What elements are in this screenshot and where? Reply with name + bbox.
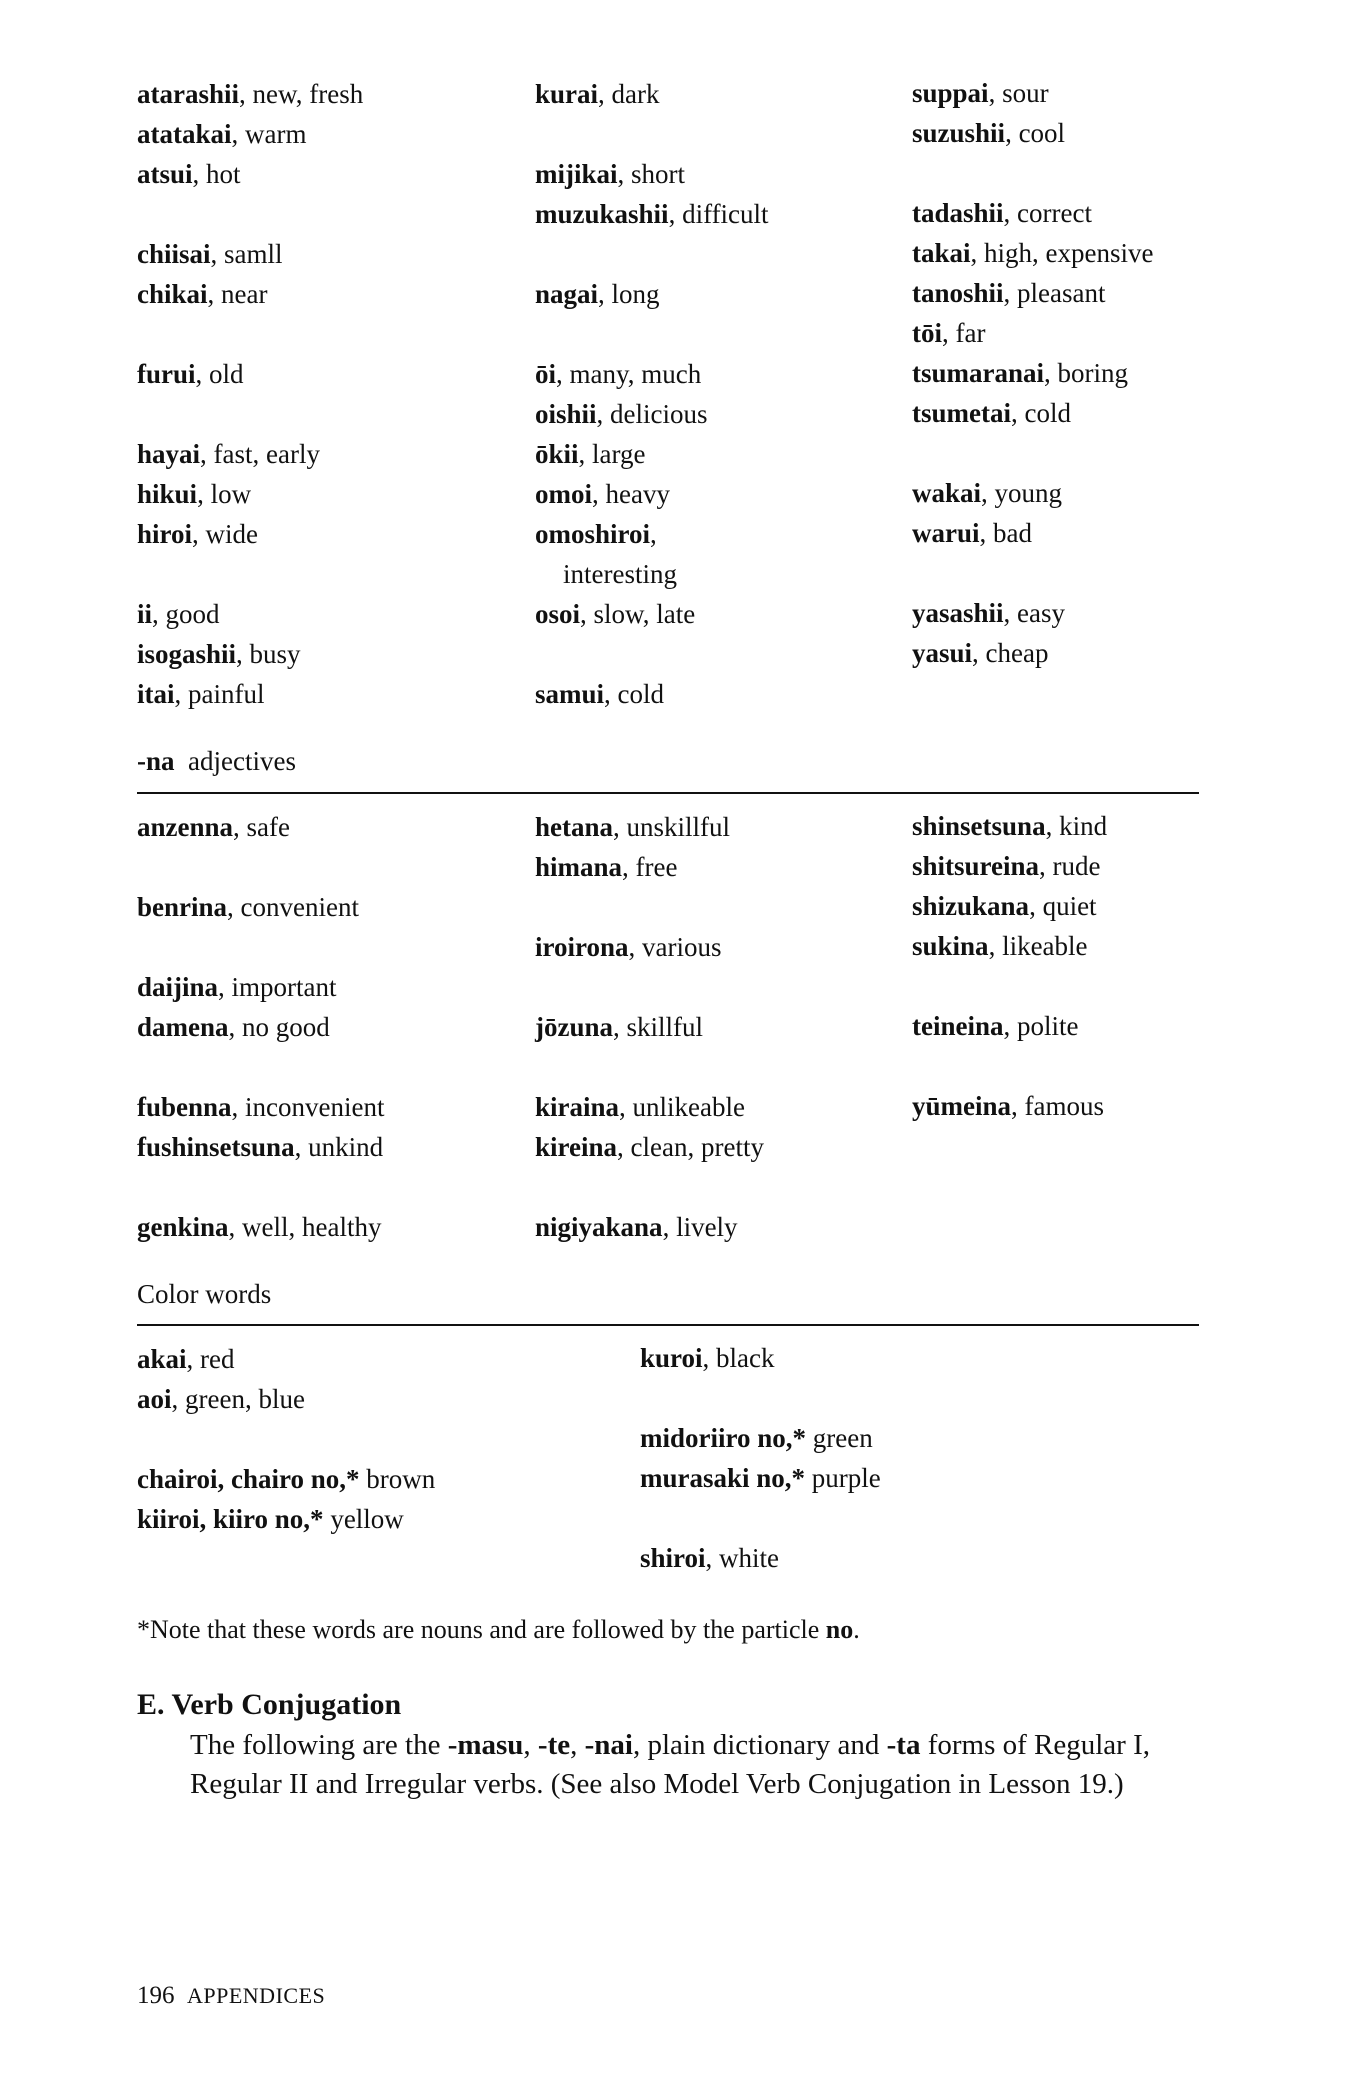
vocab-gloss: warm — [245, 119, 307, 149]
vocab-entry: fubenna, inconvenient — [137, 1092, 385, 1122]
vocab-gloss: black — [716, 1343, 775, 1373]
verb-form-suffix: -ta — [886, 1729, 921, 1761]
vocab-gloss: wide — [205, 519, 258, 549]
blank-line — [535, 314, 769, 354]
vocab-word: tōi — [912, 318, 942, 348]
vocab-entry: yūmeina, famous — [912, 1091, 1104, 1121]
vocab-gloss: unkind — [308, 1132, 384, 1162]
color-words-heading: Color words — [137, 1279, 272, 1309]
na-adjectives-col-1 — [137, 807, 385, 1247]
vocab-word: wakai — [912, 478, 982, 508]
vocab-word: takai — [912, 238, 971, 268]
vocab-gloss: fast, early — [213, 439, 320, 469]
vocab-entry: hiroi, wide — [137, 519, 258, 549]
vocab-word: murasaki no,* — [640, 1463, 806, 1493]
vocab-gloss: samll — [224, 239, 283, 269]
vocab-gloss: likeable — [1002, 931, 1088, 961]
vocab-gloss: well, healthy — [242, 1212, 382, 1242]
vocab-word: kuroi — [640, 1343, 703, 1373]
vocab-gloss: dark — [611, 79, 660, 109]
vocab-gloss: skillful — [626, 1012, 704, 1042]
vocab-word: furui — [137, 359, 196, 389]
vocab-entry: tadashii, correct — [912, 198, 1092, 228]
section-title: E. Verb Conjugation — [137, 1688, 402, 1721]
vocab-gloss: free — [635, 852, 678, 882]
vocab-gloss: high, expensive — [984, 238, 1154, 268]
blank-line — [137, 314, 363, 354]
verb-form-suffix: -te — [537, 1729, 571, 1761]
vocab-gloss: yellow — [330, 1504, 404, 1534]
blank-line — [137, 194, 363, 234]
vocab-gloss: kind — [1059, 811, 1108, 841]
vocab-word: aoi — [137, 1384, 172, 1414]
vocab-gloss: slow, late — [593, 599, 696, 629]
vocab-word: kiraina — [535, 1092, 620, 1122]
vocab-entry: isogashii, busy — [137, 639, 301, 669]
vocab-gloss: green, blue — [185, 1384, 305, 1414]
vocab-entry: tsumetai, cold — [912, 398, 1071, 428]
vocab-word: oishii — [535, 399, 597, 429]
vocab-gloss: safe — [246, 812, 290, 842]
blank-line — [535, 1047, 764, 1087]
vocab-gloss: white — [719, 1543, 780, 1573]
vocab-gloss: busy — [249, 639, 301, 669]
vocab-gloss: correct — [1017, 198, 1092, 228]
vocab-entry: chiisai, samll — [137, 239, 283, 269]
section-text: forms of Regular I, Regular II and Irregular verbs. (See also Model Verb Conjugation in Lesson 19.) — [190, 1729, 1150, 1800]
vocab-word: itai — [137, 679, 175, 709]
vocab-gloss: purple — [811, 1463, 881, 1493]
vocab-word: muzukashii — [535, 199, 669, 229]
vocab-entry: tōi, far — [912, 318, 986, 348]
vocab-entry: oishii, delicious — [535, 399, 708, 429]
vocab-entry: tanoshii, pleasant — [912, 278, 1106, 308]
vocab-word: shizukana — [912, 891, 1030, 921]
vocab-word: atatakai — [137, 119, 232, 149]
vocab-word: yasashii — [912, 598, 1004, 628]
vocab-word: omoi — [535, 479, 592, 509]
vocab-entry: daijina, important — [137, 972, 337, 1002]
blank-line — [137, 1047, 385, 1087]
vocab-entry: hayai, fast, early — [137, 439, 320, 469]
vocab-entry: shinsetsuna, kind — [912, 811, 1108, 841]
vocab-entry: shiroi, white — [640, 1543, 780, 1573]
vocab-entry: warui, bad — [912, 518, 1032, 548]
vocab-entry: genkina, well, healthy — [137, 1212, 382, 1242]
vocab-gloss: good — [165, 599, 220, 629]
vocab-entry: atarashii, new, fresh — [137, 79, 364, 109]
vocab-entry — [640, 1458, 881, 1498]
vocab-gloss: convenient — [240, 892, 359, 922]
vocab-word: suzushii — [912, 118, 1006, 148]
vocab-entry: shizukana, quiet — [912, 891, 1097, 921]
vocab-gloss: heavy — [605, 479, 670, 509]
section-text: , — [570, 1729, 585, 1761]
vocab-word: shiroi — [640, 1543, 706, 1573]
vocab-entry: kurai, dark — [535, 79, 660, 109]
na-heading-suffix: -na — [137, 746, 175, 776]
vocab-word: nagai — [535, 279, 599, 309]
note-particle: no — [825, 1615, 854, 1644]
note-end: . — [853, 1615, 860, 1644]
blank-line — [912, 153, 1153, 193]
vocab-gloss: cold — [1024, 398, 1071, 428]
vocab-word: jōzuna — [535, 1012, 614, 1042]
vocab-word: ōkii — [535, 439, 579, 469]
vocab-entry: ōi, many, much — [535, 359, 702, 389]
vocab-word: daijina — [137, 972, 219, 1002]
vocab-entry: kuroi, black — [640, 1343, 775, 1373]
vocab-gloss: cheap — [985, 638, 1049, 668]
vocab-entry: muzukashii, difficult — [535, 199, 769, 229]
vocab-gloss: unlikeable — [632, 1092, 745, 1122]
vocab-gloss: important — [231, 972, 337, 1002]
vocab-gloss: lively — [676, 1212, 738, 1242]
color-divider — [137, 1324, 1199, 1326]
vocab-entry: shitsureina, rude — [912, 851, 1101, 881]
vocab-word: sukina — [912, 931, 989, 961]
blank-line — [912, 433, 1153, 473]
vocab-word: yasui — [912, 638, 973, 668]
vocab-gloss: boring — [1057, 358, 1129, 388]
vocab-word: teineina — [912, 1011, 1004, 1041]
blank-line — [535, 967, 764, 1007]
vocab-gloss: pleasant — [1017, 278, 1106, 308]
vocab-entry: mijikai, short — [535, 159, 686, 189]
vocab-entry: aoi, green, blue — [137, 1384, 305, 1414]
vocab-gloss: green — [812, 1423, 873, 1453]
verb-form-suffix: -masu — [447, 1729, 524, 1761]
verb-form-suffix: -nai — [584, 1729, 633, 1761]
vocab-word: kiiroi, kiiro no,* — [137, 1504, 324, 1534]
vocab-word: samui — [535, 679, 605, 709]
vocab-word: chiisai — [137, 239, 211, 269]
na-adjectives-col-3 — [912, 806, 1107, 1126]
vocab-entry: samui, cold — [535, 679, 665, 709]
vocab-entry: omoshiroi, — [535, 519, 657, 549]
vocab-entry: sukina, likeable — [912, 931, 1088, 961]
vocab-word: suppai — [912, 78, 989, 108]
vocab-word: hikui — [137, 479, 198, 509]
vocab-entry: nigiyakana, lively — [535, 1212, 738, 1242]
vocab-entry: himana, free — [535, 852, 678, 882]
blank-line — [535, 234, 769, 274]
blank-line — [640, 1378, 881, 1418]
vocab-word: chikai — [137, 279, 208, 309]
vocab-gloss: painful — [188, 679, 265, 709]
blank-line — [535, 1167, 764, 1207]
vocab-entry: hetana, unskillful — [535, 812, 731, 842]
vocab-gloss: cold — [617, 679, 665, 709]
vocab-word: damena — [137, 1012, 229, 1042]
vocab-entry: itai, painful — [137, 679, 265, 709]
vocab-word: warui — [912, 518, 980, 548]
na-adjectives-col-2 — [535, 807, 764, 1247]
vocab-entry: kireina, clean, pretty — [535, 1132, 764, 1162]
vocab-entry: suppai, sour — [912, 78, 1049, 108]
vocab-word: kireina — [535, 1132, 618, 1162]
vocab-word: shitsureina — [912, 851, 1040, 881]
vocab-entry: furui, old — [137, 359, 244, 389]
vocab-word: yūmeina — [912, 1091, 1012, 1121]
vocab-word: kurai — [535, 79, 599, 109]
vocab-gloss: easy — [1017, 598, 1066, 628]
vocab-gloss: short — [631, 159, 686, 189]
vocab-entry: anzenna, safe — [137, 812, 290, 842]
vocab-word: isogashii — [137, 639, 237, 669]
vocab-word: tsumetai — [912, 398, 1011, 428]
vocab-gloss: delicious — [610, 399, 708, 429]
vocab-word: tadashii — [912, 198, 1004, 228]
section-text: The following are the — [190, 1729, 448, 1761]
vocab-entry: chikai, near — [137, 279, 268, 309]
vocab-gloss: quiet — [1042, 891, 1097, 921]
vocab-gloss: bad — [993, 518, 1032, 548]
vocab-gloss: near — [221, 279, 268, 309]
vocab-gloss: sour — [1002, 78, 1049, 108]
i-adjectives-col-2 — [535, 74, 769, 714]
vocab-gloss: hot — [206, 159, 241, 189]
page-footer — [137, 1982, 325, 2010]
vocab-entry: iroirona, various — [535, 932, 722, 962]
vocab-entry — [640, 1418, 881, 1458]
vocab-entry: omoi, heavy — [535, 479, 670, 509]
vocab-word: midoriiro no,* — [640, 1423, 807, 1453]
blank-line — [535, 887, 764, 927]
vocab-word: hayai — [137, 439, 201, 469]
vocab-entry: takai, high, expensive — [912, 238, 1154, 268]
vocab-entry: hikui, low — [137, 479, 252, 509]
vocab-word: hetana — [535, 812, 614, 842]
na-heading-text: adjectives — [188, 746, 296, 776]
vocab-entry: yasashii, easy — [912, 598, 1066, 628]
i-adjectives-col-1 — [137, 74, 363, 714]
vocab-word: benrina — [137, 892, 228, 922]
vocab-entry: teineina, polite — [912, 1011, 1079, 1041]
vocab-gloss: polite — [1017, 1011, 1079, 1041]
vocab-word: osoi — [535, 599, 581, 629]
vocab-word: atsui — [137, 159, 193, 189]
vocab-gloss: famous — [1024, 1091, 1104, 1121]
vocab-word: tanoshii — [912, 278, 1004, 308]
vocab-gloss: difficult — [682, 199, 769, 229]
vocab-gloss: long — [611, 279, 660, 309]
vocab-entry: osoi, slow, late — [535, 599, 696, 629]
vocab-word: fubenna — [137, 1092, 232, 1122]
vocab-word: mijikai — [535, 159, 618, 189]
vocab-word: shinsetsuna — [912, 811, 1046, 841]
vocab-entry: wakai, young — [912, 478, 1063, 508]
blank-line — [137, 394, 363, 434]
page-number: 196 — [137, 1982, 175, 2009]
vocab-word: iroirona — [535, 932, 629, 962]
vocab-word: genkina — [137, 1212, 229, 1242]
blank-line — [137, 927, 385, 967]
vocab-word: omoshiroi — [535, 519, 651, 549]
vocab-word: atarashii — [137, 79, 240, 109]
vocab-entry: atatakai, warm — [137, 119, 307, 149]
gloss-continuation: interesting — [563, 559, 677, 589]
footer-label: APPENDICES — [187, 1983, 326, 2008]
vocab-entry: yasui, cheap — [912, 638, 1049, 668]
note-text: *Note that these words are nouns and are followed by the particle — [137, 1615, 826, 1644]
vocab-entry: fushinsetsuna, unkind — [137, 1132, 384, 1162]
vocab-gloss: red — [200, 1344, 235, 1374]
blank-line — [912, 553, 1153, 593]
vocab-word: akai — [137, 1344, 187, 1374]
vocab-gloss: young — [994, 478, 1063, 508]
vocab-gloss: brown — [366, 1464, 436, 1494]
vocab-entry: tsumaranai, boring — [912, 358, 1129, 388]
vocab-gloss: inconvenient — [245, 1092, 385, 1122]
vocab-entry: jōzuna, skillful — [535, 1012, 704, 1042]
vocab-entry: nagai, long — [535, 279, 660, 309]
vocab-gloss: new, fresh — [252, 79, 364, 109]
vocab-entry: benrina, convenient — [137, 892, 359, 922]
vocab-entry: ōkii, large — [535, 439, 646, 469]
vocab-word: nigiyakana — [535, 1212, 663, 1242]
vocab-word: himana — [535, 852, 623, 882]
vocab-word: tsumaranai — [912, 358, 1045, 388]
vocab-gloss: no good — [242, 1012, 330, 1042]
vocab-gloss: far — [955, 318, 986, 348]
vocab-entry — [137, 1499, 435, 1539]
vocab-word: anzenna — [137, 812, 234, 842]
blank-line — [640, 1498, 881, 1538]
vocab-entry: ii, good — [137, 599, 220, 629]
footnote — [137, 1615, 860, 1645]
blank-line — [137, 1167, 385, 1207]
vocab-gloss: old — [209, 359, 244, 389]
blank-line — [912, 1046, 1107, 1086]
na-divider — [137, 792, 1199, 794]
color-words-col-1 — [137, 1339, 435, 1539]
blank-line — [137, 554, 363, 594]
vocab-entry: suzushii, cool — [912, 118, 1066, 148]
blank-line — [137, 847, 385, 887]
vocab-gloss: low — [210, 479, 252, 509]
vocab-gloss: unskillful — [626, 812, 731, 842]
vocab-entry: kiraina, unlikeable — [535, 1092, 745, 1122]
vocab-word: chairoi, chairo no,* — [137, 1464, 360, 1494]
blank-line — [535, 634, 769, 674]
section-text: , — [523, 1729, 538, 1761]
vocab-word: fushinsetsuna — [137, 1132, 295, 1162]
vocab-entry: damena, no good — [137, 1012, 330, 1042]
vocab-gloss: large — [592, 439, 646, 469]
blank-line — [137, 1419, 435, 1459]
vocab-gloss: various — [642, 932, 722, 962]
blank-line — [535, 114, 769, 154]
vocab-gloss: clean, pretty — [630, 1132, 764, 1162]
vocab-gloss: many, much — [569, 359, 702, 389]
vocab-gloss: cool — [1018, 118, 1066, 148]
vocab-word: ōi — [535, 359, 557, 389]
section-text: , plain dictionary and — [632, 1729, 887, 1761]
vocab-gloss: rude — [1052, 851, 1101, 881]
vocab-word: hiroi — [137, 519, 193, 549]
section-body — [190, 1726, 1200, 1804]
vocab-entry: akai, red — [137, 1344, 235, 1374]
na-adjectives-heading — [137, 746, 296, 777]
color-words-col-2 — [640, 1338, 881, 1578]
vocab-word: ii — [137, 599, 153, 629]
vocab-entry — [137, 1459, 435, 1499]
vocab-entry: atsui, hot — [137, 159, 241, 189]
blank-line — [912, 966, 1107, 1006]
i-adjectives-col-3 — [912, 73, 1153, 673]
